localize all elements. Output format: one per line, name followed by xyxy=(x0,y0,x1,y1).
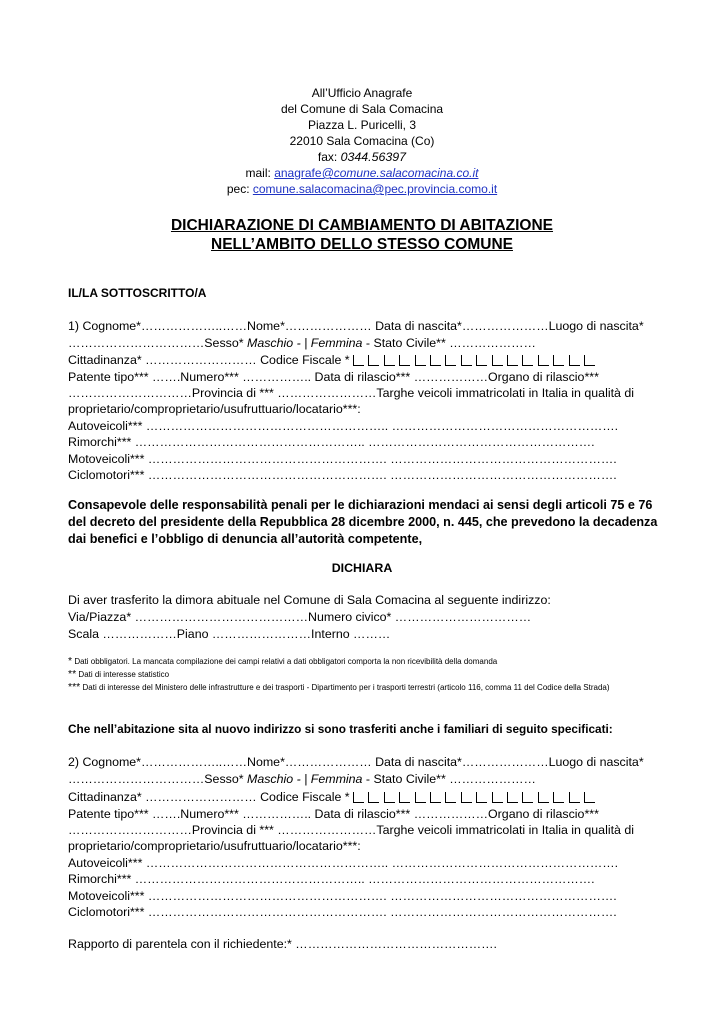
cf-box[interactable] xyxy=(353,792,364,803)
pec-label: pec: xyxy=(226,182,253,196)
p1-row-patente: Patente tipo*** …….Numero*** …………….. Data di rilascio*** ………………Organo di rilascio*** xyxy=(68,370,599,384)
p2-cittadinanza-label: Cittadinanza* ……………………… Codice Fiscale * xyxy=(68,790,354,804)
new-address-via: Via/Piazza* ……………………………………Numero civico* …………………………… xyxy=(68,610,532,624)
p1-codice-fiscale-boxes xyxy=(353,354,599,370)
mail-line xyxy=(0,165,724,181)
p1-sesso-options: Maschio - | Femmina xyxy=(247,336,363,350)
p1-row-motoveicoli: Motoveicoli*** …………………………………………………. ………………………………………………. xyxy=(68,452,617,466)
cf-box[interactable] xyxy=(492,355,503,366)
dichiara-heading: DICHIARA xyxy=(331,561,393,575)
cf-box[interactable] xyxy=(522,355,533,366)
fax-value: 0344.56397 xyxy=(340,150,407,164)
mail-link-part-b: @comune.salacomacina.co.it xyxy=(321,166,479,180)
cf-box[interactable] xyxy=(368,792,379,803)
mail-label: mail: xyxy=(245,166,275,180)
cf-box[interactable] xyxy=(445,355,456,366)
p1-row-autoveicoli: Autoveicoli*** ………………………………………………….. ………………………………………………. xyxy=(68,419,619,433)
p2-row-patente: Patente tipo*** …….Numero*** …………….. Data di rilascio*** ………………Organo di rilascio*** xyxy=(68,807,599,821)
footnote-2 xyxy=(68,668,648,681)
p1-row-cognome: 1) Cognome*………………..……Nome*………………… Data di nascita*…………………Luogo di nascita* xyxy=(68,319,644,333)
address-line-4: 22010 Sala Comacina (Co) xyxy=(289,134,435,148)
cf-box[interactable] xyxy=(538,792,549,803)
p2-row-parentela: Rapporto di parentela con il richiedente:* …………………………………………. xyxy=(68,937,497,951)
p2-row-ciclomotori: Ciclomotori*** …………………………………………………. ………………………………………………. xyxy=(68,905,617,919)
pec-link[interactable]: comune.salacomacina@pec.provincia.como.it xyxy=(252,182,498,196)
p2-row-proprietario: proprietario/comproprietario/usufruttuario/locatario***: xyxy=(68,839,361,853)
footnote-3-text: Dati di interesse del Ministero delle infrastrutture e dei trasporti - Dipartimento per i trasporti terrestri (articolo 116, comma 11 del Codice della Strada) xyxy=(80,683,610,692)
footnote-3-marker: *** xyxy=(68,681,81,693)
p1-stato-civile: - Stato Civile** ………………… xyxy=(362,336,536,350)
title-line-2: NELL’AMBITO DELLO STESSO COMUNE xyxy=(211,236,513,253)
cf-box[interactable] xyxy=(476,355,487,366)
cf-box[interactable] xyxy=(415,792,426,803)
cf-box[interactable] xyxy=(522,792,533,803)
footnote-1-text: Dati obbligatori. La mancata compilazione dei campi relativi a dati obbligatori comporta la non ricevibilità della domanda xyxy=(72,657,498,666)
cf-box[interactable] xyxy=(507,355,518,366)
cf-box[interactable] xyxy=(569,355,580,366)
cf-box[interactable] xyxy=(368,355,379,366)
office-address xyxy=(0,85,724,197)
footnote-3 xyxy=(68,681,648,694)
cf-box[interactable] xyxy=(353,355,364,366)
cf-box[interactable] xyxy=(384,792,395,803)
address-line-3: Piazza L. Puricelli, 3 xyxy=(307,118,417,132)
p2-row-autoveicoli: Autoveicoli*** ………………………………………………….. ………………………………………………. xyxy=(68,856,619,870)
footnote-2-marker: ** xyxy=(68,668,77,680)
address-line-1: All’Ufficio Anagrafe xyxy=(311,86,413,100)
cf-box[interactable] xyxy=(584,792,595,803)
footnote-2-text: Dati di interesse statistico xyxy=(76,670,170,679)
cf-box[interactable] xyxy=(461,355,472,366)
p2-sesso-options: Maschio - | Femmina xyxy=(247,772,363,786)
family-members-heading: Che nell’abitazione sita al nuovo indirizzo si sono trasferiti anche i familiari di seguito specificati: xyxy=(68,722,613,736)
title-line-1: DICHIARAZIONE DI CAMBIAMENTO DI ABITAZIONE xyxy=(170,217,554,234)
p2-row-provincia: …………………………Provincia di *** ……………………Targhe veicoli immatricolati in Italia in qualità di xyxy=(68,823,634,837)
p1-row-rimorchi: Rimorchi*** ……………………………………………….. ………………………………………………. xyxy=(68,435,595,449)
cf-box[interactable] xyxy=(399,792,410,803)
p2-row-sesso xyxy=(68,771,536,787)
pec-line xyxy=(0,181,724,197)
p2-codice-fiscale-boxes xyxy=(353,791,599,807)
cf-box[interactable] xyxy=(461,792,472,803)
p2-row-cittadinanza xyxy=(68,789,599,807)
p2-row-motoveicoli: Motoveicoli*** …………………………………………………. ………………………………………………. xyxy=(68,889,617,903)
cf-box[interactable] xyxy=(507,792,518,803)
declaration-paragraph: Consapevole delle responsabilità penali per le dichiarazioni mendaci ai sensi degli articoli 75 e 76 del decreto del presidente della Repubblica 28 dicembre 2000, n. 445, che prevedono la decadenza dai benefici e l’obbligo di denuncia all’autorità competente, xyxy=(68,498,658,546)
document-title xyxy=(0,216,724,254)
p1-sesso-label: ……………………………Sesso* xyxy=(68,336,247,350)
p1-row-cittadinanza xyxy=(68,352,599,370)
cf-box[interactable] xyxy=(445,792,456,803)
mail-link-part-a: anagrafe xyxy=(274,166,322,180)
cf-box[interactable] xyxy=(430,355,441,366)
cf-box[interactable] xyxy=(399,355,410,366)
new-address-scala: Scala ………………Piano ……………………Interno ……… xyxy=(68,627,391,641)
address-line-2: del Comune di Sala Comacina xyxy=(280,102,444,116)
cf-box[interactable] xyxy=(553,355,564,366)
footnotes xyxy=(68,655,648,694)
new-address-intro: Di aver trasferito la dimora abituale nel Comune di Sala Comacina al seguente indirizzo: xyxy=(68,593,551,607)
cf-box[interactable] xyxy=(430,792,441,803)
p1-row-provincia: …………………………Provincia di *** ……………………Targhe veicoli immatricolati in Italia in qualità di xyxy=(68,386,634,400)
p2-stato-civile: - Stato Civile** ………………… xyxy=(362,772,536,786)
cf-box[interactable] xyxy=(415,355,426,366)
footnote-1 xyxy=(68,655,648,668)
p1-row-ciclomotori: Ciclomotori*** …………………………………………………. ………………………………………………. xyxy=(68,468,617,482)
cf-box[interactable] xyxy=(538,355,549,366)
cf-box[interactable] xyxy=(476,792,487,803)
cf-box[interactable] xyxy=(584,355,595,366)
cf-box[interactable] xyxy=(553,792,564,803)
p2-row-rimorchi: Rimorchi*** ……………………………………………….. ………………………………………………. xyxy=(68,872,595,886)
footnote-1-marker: * xyxy=(68,655,73,667)
p2-row-cognome: 2) Cognome*………………..……Nome*………………… Data di nascita*…………………Luogo di nascita* xyxy=(68,755,644,769)
cf-box[interactable] xyxy=(569,792,580,803)
p2-sesso-label: ……………………………Sesso* xyxy=(68,772,247,786)
fax-label: fax: xyxy=(317,150,341,164)
cf-box[interactable] xyxy=(492,792,503,803)
p1-row-sesso xyxy=(68,335,536,351)
p1-cittadinanza-label: Cittadinanza* ……………………… Codice Fiscale * xyxy=(68,353,354,367)
section-heading: IL/LA SOTTOSCRITTO/A xyxy=(68,286,207,300)
mail-link[interactable] xyxy=(274,166,478,180)
cf-box[interactable] xyxy=(384,355,395,366)
fax-line xyxy=(0,149,724,165)
p1-row-proprietario: proprietario/comproprietario/usufruttuario/locatario***: xyxy=(68,402,361,416)
